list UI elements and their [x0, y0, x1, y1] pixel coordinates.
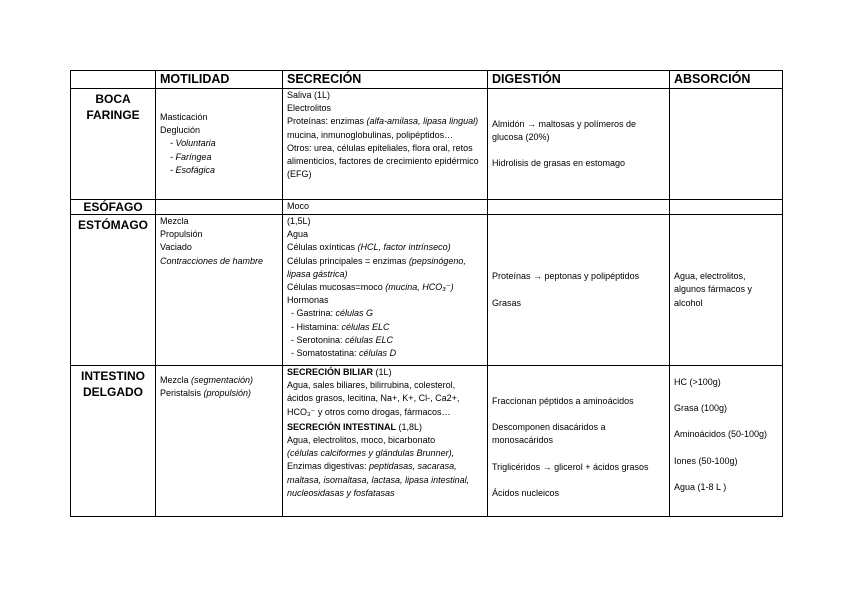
estomago-motilidad: [156, 215, 283, 366]
motilidad-item: - Esofágica: [170, 164, 216, 175]
row-boca: [71, 89, 783, 200]
boca-absorcion: [670, 89, 783, 200]
boca-secrecion: Saliva (1L) Electrolitos Proteínas: enzimas (alfa-amilasa, lipasa lingual) mucina, inmunoglobulinas, polipéptidos… Otros: urea, células epiteliales, flora oral, retos alimenticios, factores de crecimiento epidérmico (EFG): [283, 89, 488, 200]
header-motilidad: MOTILIDAD: [156, 71, 283, 89]
header-absorcion: ABSORCIÓN: [670, 71, 783, 89]
organ-esofago: ESÓFAGO: [71, 200, 156, 215]
boca-digestion: Almidón → maltosas y polímeros de glucosa (20%) Hidrolisis de grasas en estomago: [488, 89, 670, 200]
esofago-secrecion: Moco: [283, 200, 488, 215]
row-estomago: [71, 215, 783, 366]
estomago-digestion: Proteínas → peptonas y polipéptidos Grasas: [488, 215, 670, 366]
organ-intestino: INTESTINO DELGADO: [71, 366, 156, 517]
motilidad-item: Mezcla: [160, 216, 189, 226]
motilidad-item: - Voluntaria: [170, 138, 216, 149]
motilidad-item: Contracciones de hambre: [160, 255, 264, 266]
esofago-digestion: [488, 200, 670, 215]
estomago-secrecion: (1,5L) Agua Células oxínticas (HCL, factor intrínseco) Células principales = enzimas (pepsinógeno, lipasa gástrica) Células mucosas=moco (mucina, HCO₃⁻) Hormonas - Gastrina: células G - Histamina: células ELC - Serotonina: células ELC - Somatostatina: células D: [283, 215, 488, 366]
motilidad-item: Propulsión: [160, 229, 203, 240]
organ-boca: BOCA FARINGE: [71, 89, 156, 200]
intestino-digestion: Fraccionan péptidos a aminoácidos Descomponen disacáridos a monosacáridos Triglicéridos → glicerol + ácidos grasos Ácidos nucleicos: [488, 366, 670, 517]
organ-estomago: ESTÓMAGO: [71, 215, 156, 366]
boca-motilidad: [156, 89, 283, 200]
intestino-motilidad: Mezcla (segmentación) Peristalsis (propulsión): [156, 366, 283, 517]
header-empty: [71, 71, 156, 89]
motilidad-item: - Faríngea: [170, 151, 212, 162]
esofago-absorcion: [670, 200, 783, 215]
row-intestino: [71, 366, 783, 517]
header-row: [71, 71, 783, 89]
physiology-table: [70, 70, 783, 517]
motilidad-item: Masticación: [160, 111, 208, 122]
intestino-absorcion: HC (>100g) Grasa (100g) Aminoácidos (50-100g) Iones (50-100g) Agua (1-8 L ): [670, 366, 783, 517]
estomago-absorcion: Agua, electrolitos, algunos fármacos y alcohol: [670, 215, 783, 366]
intestino-secrecion: SECRECIÓN BILIAR (1L) Agua, sales biliares, bilirrubina, colesterol, ácidos grasos, lecitina, Na+, K+, Cl-, Ca2+, HCO₃⁻ y otros como drogas, fármacos… SECRECIÓN INTESTINAL (1,8L) Agua, electrolitos, moco, bicarbonato (células calciformes y glándulas Brunner), Enzimas digestivas: peptidasas, sacarasa, maltasa, isomaltasa, lactasa, lipasa intestinal, nucleosidasas y fosfatasas: [283, 366, 488, 517]
esofago-motilidad: [156, 200, 283, 215]
motilidad-item: Deglución: [160, 125, 201, 136]
row-esofago: [71, 200, 783, 215]
motilidad-item: Vaciado: [160, 242, 192, 253]
header-digestion: DIGESTIÓN: [488, 71, 670, 89]
header-secrecion: SECRECIÓN: [283, 71, 488, 89]
